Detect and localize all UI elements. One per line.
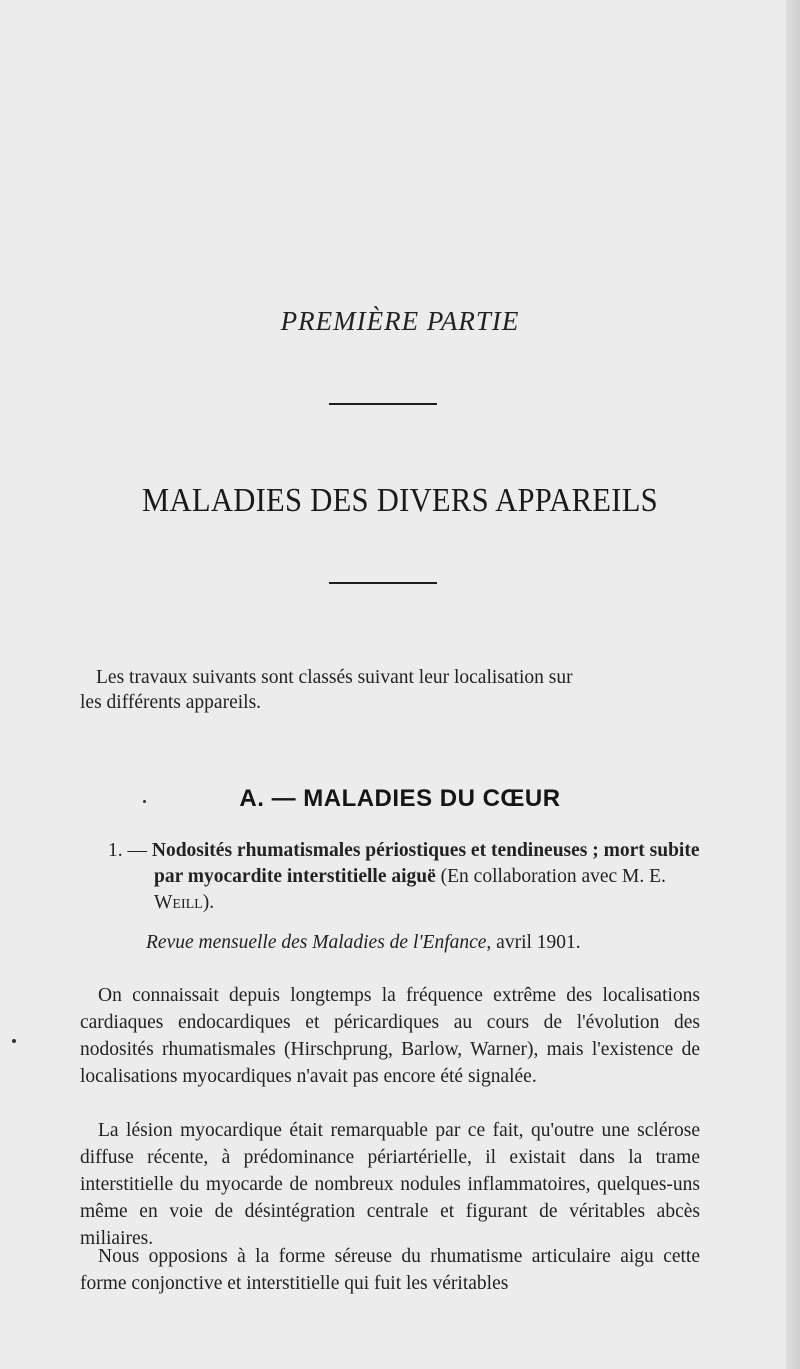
citation-journal: Revue mensuelle des Maladies de l'Enfance xyxy=(146,932,487,953)
paragraph-text: La lésion myocardique était remarquable par ce fait, qu'outre une sclérose diffuse récente, à prédominance périartérielle, il existait dans la trame interstitielle du myocarde de nombreux nodules inflammatoires, quelques-uns même en voie de désintégration centrale et figurant de véritables abcès miliaires. xyxy=(80,1120,700,1249)
page-edge-shadow xyxy=(786,0,800,1369)
citation xyxy=(146,930,746,956)
entry-number: 1. xyxy=(108,840,123,861)
bibliography-entry xyxy=(80,838,700,916)
bottom-divider-rule xyxy=(329,582,437,584)
ink-speck xyxy=(12,1039,16,1043)
intro-line-1: Les travaux suivants sont classés suivant leur localisation sur xyxy=(96,667,573,688)
intro-line-2: les différents appareils. xyxy=(80,692,262,713)
paragraph-text: On connaissait depuis longtemps la fréquence extrême des localisations cardiaques endocardiques et péricardiques au cours de l'évolution des nodosités rhumatismales (Hirschprung, Barlow, Warner), mais l'existence de localisations myocardiques n'avait pas encore été signalée. xyxy=(80,985,700,1087)
paragraph-text: Nous opposions à la forme séreuse du rhumatisme articulaire aigu cette forme conjonctive et interstitielle qui fuit les véritables xyxy=(80,1246,700,1294)
part-title: PREMIÈRE PARTIE xyxy=(280,306,520,336)
entry-body xyxy=(108,838,700,916)
top-divider-rule xyxy=(329,403,437,405)
entry-dash: — xyxy=(127,840,147,861)
entry-collab-name: Weill xyxy=(154,892,203,913)
main-title: MALADIES DES DIVERS APPAREILS xyxy=(142,482,658,519)
body-paragraph-2 xyxy=(80,1117,700,1252)
entry-collab-suffix: ). xyxy=(202,892,215,913)
intro-paragraph xyxy=(80,665,700,715)
body-paragraph-1 xyxy=(80,982,700,1090)
body-paragraph-3 xyxy=(80,1243,700,1297)
section-heading: A. — MALADIES DU CŒUR xyxy=(239,785,561,812)
entry-title: Nodosités rhumatismales périostiques et tendineuses ; mort subite par myocardite interstitielle aiguë xyxy=(151,840,700,887)
ink-speck xyxy=(143,800,146,803)
entry-collab-prefix: (En collaboration avec M. E. xyxy=(435,866,666,887)
citation-date: , avril 1901. xyxy=(486,932,581,953)
